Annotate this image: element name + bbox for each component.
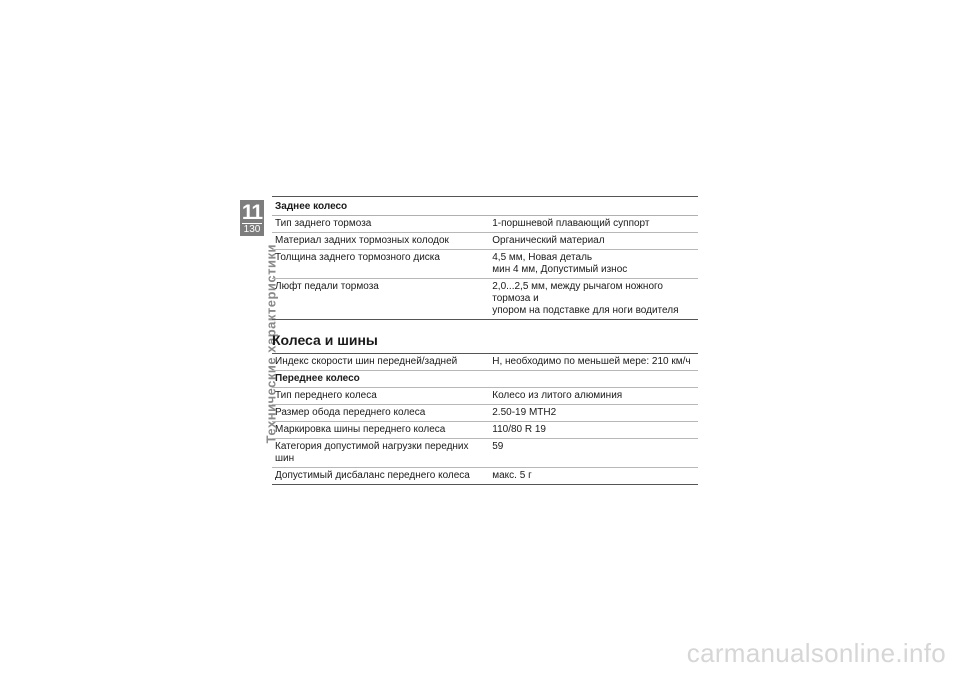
value-line: 4,5 мм, Новая деталь (492, 252, 593, 263)
row-label: Люфт педали тормоза (272, 279, 489, 320)
wheels-tires-title: Колеса и шины (272, 332, 378, 348)
side-title-container (241, 244, 278, 444)
table-row (272, 250, 698, 279)
watermark: carmanualsonline.info (686, 638, 946, 668)
value-line: 2,0...2,5 мм, между рычагом ножного тормоза и (492, 281, 663, 304)
row-value: 110/80 R 19 (489, 422, 698, 439)
chapter-badge (240, 200, 264, 236)
row-label: Толщина заднего тормозного диска (272, 250, 489, 279)
row-value: Колесо из литого алюминия (489, 388, 698, 405)
chapter-number: 11 (241, 201, 263, 224)
page-number: 130 (243, 224, 261, 235)
row-value (489, 216, 698, 233)
table-row (272, 388, 698, 405)
table-row (272, 233, 698, 250)
row-value (489, 250, 698, 279)
value-line: Органический материал (492, 235, 605, 246)
row-label: Материал задних тормозных колодок (272, 233, 489, 250)
table-row (272, 439, 698, 468)
value-line: 1-поршневой плавающий суппорт (492, 218, 650, 229)
row-value: H, необходимо по меньшей мере: 210 км/ч (489, 354, 698, 371)
table-row (272, 279, 698, 320)
row-value: 59 (489, 439, 698, 468)
row-value (489, 279, 698, 320)
row-value (489, 233, 698, 250)
table-row (272, 354, 698, 371)
page-content (272, 196, 698, 485)
rear-wheel-table (272, 216, 698, 320)
row-label: Индекс скорости шин передней/задней (272, 354, 489, 371)
row-label: Размер обода переднего колеса (272, 405, 489, 422)
row-label: Маркировка шины переднего колеса (272, 422, 489, 439)
wheels-tires-table (272, 353, 698, 485)
table-row (272, 468, 698, 485)
table-row (272, 216, 698, 233)
row-label: Допустимый дисбаланс переднего колеса (272, 468, 489, 485)
row-label: Тип переднего колеса (272, 388, 489, 405)
row-value: макс. 5 г (489, 468, 698, 485)
value-line: мин 4 мм, Допустимый износ (492, 264, 628, 275)
table-row (272, 422, 698, 439)
value-line: упором на подставке для ноги водителя (492, 305, 679, 316)
row-label: Тип заднего тормоза (272, 216, 489, 233)
side-chapter-title: Технические характеристики (263, 244, 278, 444)
row-label: Категория допустимой нагрузки передних шин (272, 439, 489, 468)
row-value: 2.50-19 MTH2 (489, 405, 698, 422)
front-wheel-title: Переднее колесо (272, 371, 698, 388)
rear-wheel-title: Заднее колесо (272, 196, 698, 216)
table-subheader (272, 371, 698, 388)
table-row (272, 405, 698, 422)
